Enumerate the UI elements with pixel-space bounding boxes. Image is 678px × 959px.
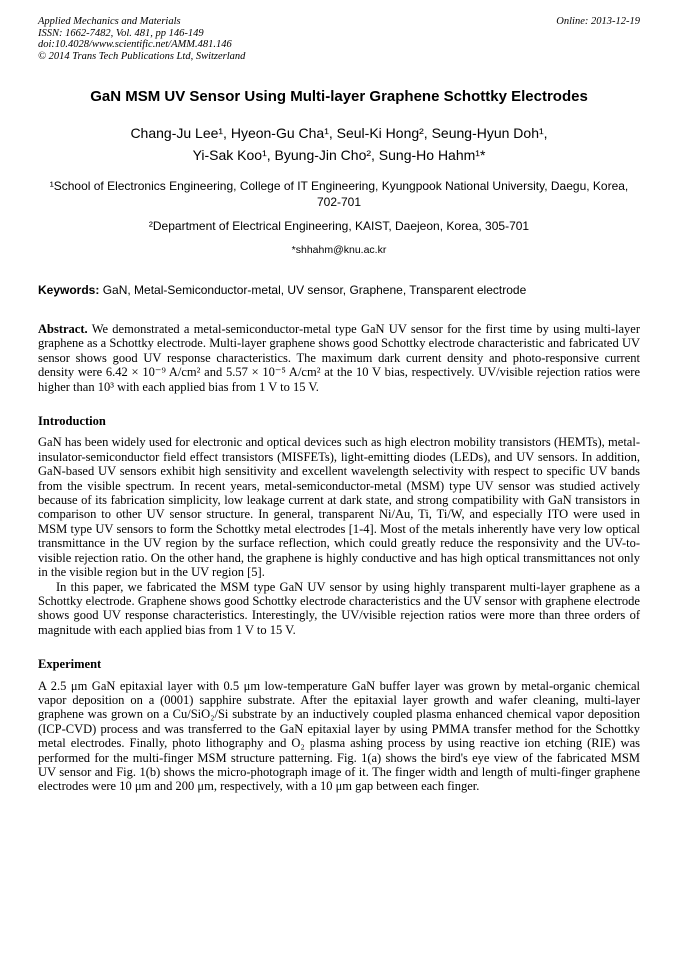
authors-block: [38, 122, 640, 166]
section-experiment: [38, 657, 640, 794]
introduction-paragraph-2: In this paper, we fabricated the MSM type GaN UV sensor by using highly transparent multi-layer graphene as a Schottky electrode. Graphene shows good Schottky electrode characteristics and the UV sensor with graphene electrode shows good UV response characteristics. Interestingly, the UV/visible rejection ratios were more than three orders of magnitude with each applied bias from 1 V to 15 V.: [38, 579, 640, 637]
abstract-paragraph: [38, 322, 640, 394]
introduction-paragraph-1: GaN has been widely used for electronic and optical devices such as high electron mobility transistors (HEMTs), metal-insulator-semiconductor field effect transistors (MISFETs), light-emitting diodes (LEDs), and UV sensors. In addition, GaN-based UV sensors exhibit high sensitivity and excellent wavelength selectivity with respect to specific UV bands from the visible spectrum. In recent years, metal-semiconductor-metal (MSM) type UV sensor was studied actively because of its fabrication simplicity, low leakage current at dark state, and strong compatibility with GaN transistors in comparison to other UV sensor structure. In general, transparent Ni/Au, Ti, Ti/W, and especially ITO were used in MSM type UV sensors to form the Schottky metal electrodes [1-4]. Most of the metals inherently have very low optical transmittance in the UV region by the surface reflection, which could greatly reduce the responsivity and the UV-to-visible rejection ratio. On the other hand, the graphene is highly conductive and has high optical transmittances not only in the visible region but in the UV region [5].: [38, 435, 640, 580]
abstract-text: We demonstrated a metal-semiconductor-metal type GaN UV sensor for the first time by using multi-layer graphene as a Schottky electrode. Multi-layer graphene shows good Schottky electrode characteristic and fabricated UV sensor shows good UV response characteristics. The maximum dark current density and photo-responsive current density were 6.42 × 10⁻⁹ A/cm² and 5.57 × 10⁻⁵ A/cm² at the 10 V bias, respectively. UV/visible rejection ratios were higher than 10³ with each applied bias from 1 V to 15 V.: [38, 322, 640, 394]
section-introduction: [38, 414, 640, 637]
keywords-text: GaN, Metal-Semiconductor-metal, UV sensor, Graphene, Transparent electrode: [102, 283, 527, 297]
journal-info-block: [38, 16, 245, 62]
affiliation-2: ²Department of Electrical Engineering, KAIST, Daejeon, Korea, 305-701: [148, 219, 530, 233]
abstract-label: Abstract.: [38, 322, 88, 336]
issn-line: ISSN: 1662-7482, Vol. 481, pp 146-149: [38, 27, 204, 39]
copyright-line: © 2014 Trans Tech Publications Ltd, Switzerland: [38, 50, 246, 62]
corresponding-email: *shhahm@knu.ac.kr: [291, 244, 387, 256]
affiliations-block: [38, 178, 640, 234]
keywords-label: Keywords:: [38, 283, 100, 297]
paper-title: GaN MSM UV Sensor Using Multi-layer Graphene Schottky Electrodes: [90, 88, 588, 105]
doi-line: doi:10.4028/www.scientific.net/AMM.481.146: [38, 39, 232, 50]
affiliation-1: ¹School of Electronics Engineering, College of IT Engineering, Kyungpook National University, Daegu, Korea, 702-701: [49, 179, 629, 209]
section-heading-experiment: Experiment: [38, 657, 102, 672]
experiment-paragraph-1: A 2.5 μm GaN epitaxial layer with 0.5 μm low-temperature GaN buffer layer was grown by metal-organic chemical vapor deposition on a (0001) sapphire substrate. After the epitaxial layer growth and wafer cleaning, multi-layer graphene was grown on a Cu/SiO₂/Si substrate by an inductively coupled plasma enhanced chemical vapor deposition (ICP-CVD) process and was transferred to the GaN epitaxial layer by using PMMA transfer method for the Schottky metal electrodes. Finally, photo lithography and O₂ plasma ashing process by using reactive ion etching (RIE) was performed for the multi-finger MSM structure patterning. Fig. 1(a) shows the bird's eye view of the fabricated MSM UV sensor and Fig. 1(b) shows the micro-photograph image of it. The finger width and length of multi-finger graphene electrodes were 10 μm and 200 μm, respectively, with a 10 μm gap between each finger.: [38, 678, 640, 794]
authors-line-2: Yi-Sak Koo¹, Byung-Jin Cho², Sung-Ho Hahm¹*: [192, 147, 486, 163]
online-date: Online: 2013-12-19: [556, 16, 640, 27]
page-header: [38, 16, 640, 62]
section-heading-introduction: Introduction: [38, 414, 106, 429]
keywords-line: [38, 283, 640, 298]
authors-line-1: Chang-Ju Lee¹, Hyeon-Gu Cha¹, Seul-Ki Hong², Seung-Hyun Doh¹,: [130, 125, 548, 141]
journal-name: Applied Mechanics and Materials: [38, 16, 181, 27]
